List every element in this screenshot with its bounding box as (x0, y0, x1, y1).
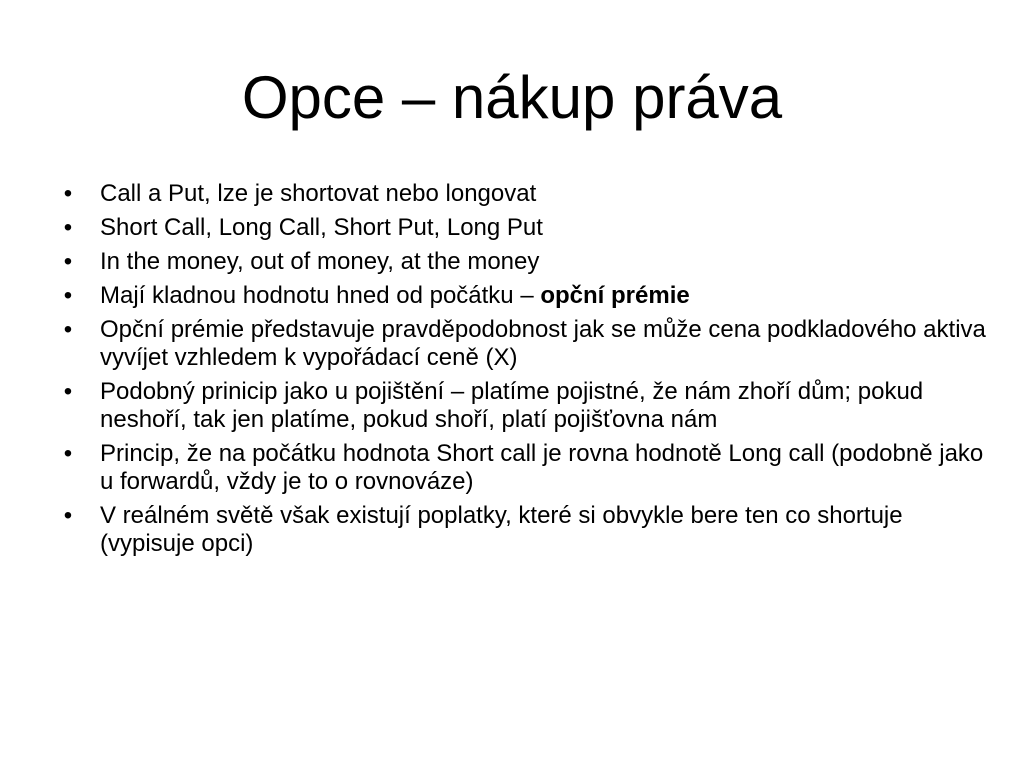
list-item-text: Short Call, Long Call, Short Put, Long Put (100, 214, 543, 241)
list-item-text: V reálném světě však existují poplatky, které si obvykle bere ten co shortuje (vypisuje opci) (100, 502, 903, 557)
bullet-icon: • (63, 502, 73, 529)
bullet-icon: • (63, 248, 73, 275)
list-item (58, 378, 988, 434)
list-item (58, 248, 988, 276)
list-item (58, 282, 988, 310)
bullet-icon: • (63, 214, 73, 241)
bullet-icon: • (63, 282, 73, 309)
bullet-icon: • (63, 180, 73, 207)
bullet-list (58, 180, 988, 564)
list-item-text: Podobný prinicip jako u pojištění – platíme pojistné, že nám zhoří dům; pokud neshoří, tak jen platíme, pokud shoří, platí pojišťovna nám (100, 378, 924, 433)
list-item (58, 440, 988, 496)
bullet-icon: • (63, 440, 73, 467)
list-item-emphasis: opční prémie (540, 282, 690, 309)
list-item (58, 180, 988, 208)
list-item-text: Mají kladnou hodnotu hned od počátku – (100, 282, 541, 309)
list-item-text: Opční prémie představuje pravděpodobnost jak se může cena podkladového aktiva vyvíjet vzhledem k vypořádací ceně (X) (100, 316, 986, 371)
list-item-text: In the money, out of money, at the money (100, 248, 540, 275)
list-item (58, 214, 988, 242)
list-item (58, 502, 988, 558)
list-item-text: Call a Put, lze je shortovat nebo longovat (100, 180, 537, 207)
bullet-icon: • (63, 316, 73, 343)
list-item (58, 316, 988, 372)
bullet-icon: • (63, 378, 73, 405)
list-item-text: Princip, že na počátku hodnota Short call je rovna hodnotě Long call (podobně jako u forwardů, vždy je to o rovnováze) (100, 440, 984, 495)
slide-title: Opce – nákup práva (241, 64, 783, 131)
